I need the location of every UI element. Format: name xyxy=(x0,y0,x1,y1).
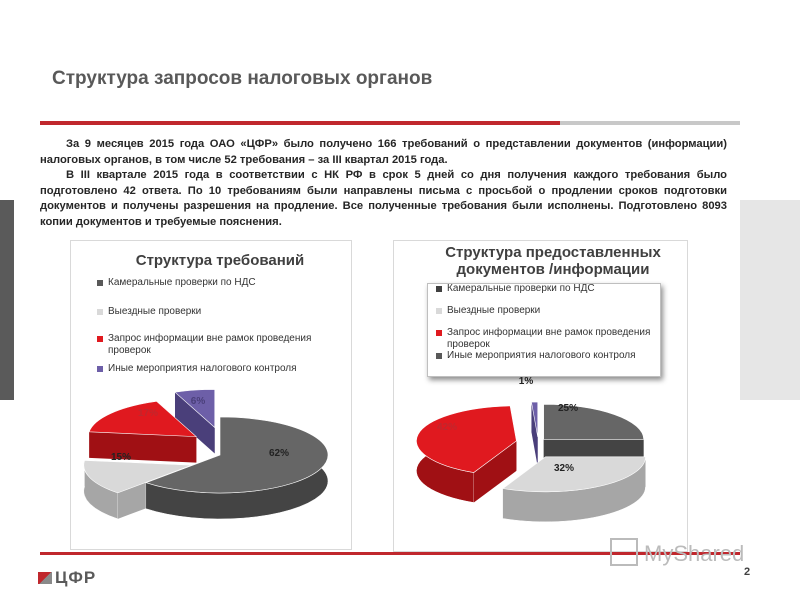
legend-label: Камеральные проверки по НДС xyxy=(108,277,256,288)
chart1-title: Структура требований xyxy=(135,252,305,269)
slice-label: 15% xyxy=(110,452,132,463)
legend-swatch xyxy=(97,309,103,315)
legend-label: Запрос информации вне рамок проведения проверок xyxy=(447,327,651,350)
slice-label: 32% xyxy=(553,463,575,474)
logo-mark-icon xyxy=(38,572,52,584)
legend-label: Камеральные проверки по НДС xyxy=(447,283,595,294)
logo-text: ЦФР xyxy=(55,568,97,587)
pie-slice-4 xyxy=(531,402,537,467)
legend-label: Иные мероприятия налогового контроля xyxy=(447,350,636,361)
slide-title: Структура запросов налоговых органов xyxy=(52,68,433,89)
legend-label: Выездные проверки xyxy=(108,306,202,317)
slice-label: 1% xyxy=(518,376,534,387)
slice-label: 17% xyxy=(137,408,159,419)
chart1-pie xyxy=(70,370,350,550)
legend-swatch xyxy=(436,353,442,359)
legend-label: Запрос информации вне рамок проведения проверок xyxy=(108,333,312,356)
company-logo xyxy=(38,568,96,588)
intro-paragraph-2: В III квартале 2015 года в соответствии с НК РФ в срок 5 дней со дня получения каждого требования было подготовлено 42 ответа. По 10 требованиям были направлены письма с просьбой о продлении сроков подготовки документов и получены разрешения на продление. Все полученные требования были исполнены. Подготовлено 8093 копии документов и требуемые пояснения. xyxy=(40,169,727,228)
watermark xyxy=(610,538,744,567)
slice-label: 6% xyxy=(190,396,206,407)
slice-label: 42% xyxy=(436,422,458,433)
watermark-icon xyxy=(610,538,638,566)
pie-slice-2 xyxy=(503,457,646,522)
pie-slice-3 xyxy=(416,406,516,503)
intro-paragraph-1: За 9 месяцев 2015 года ОАО «ЦФР» было получено 166 требований о представлении документов (информации) налоговых органов, в том числе 52 требования – за III квартал 2015 года. xyxy=(40,138,727,166)
left-accent-bar xyxy=(0,200,14,400)
legend-swatch xyxy=(436,330,442,336)
legend-swatch xyxy=(97,336,103,342)
chart2-pie xyxy=(393,370,686,550)
intro-text xyxy=(40,137,727,231)
legend-label: Иные мероприятия налогового контроля xyxy=(108,363,297,374)
slice-label: 62% xyxy=(268,448,290,459)
legend-swatch xyxy=(436,286,442,292)
slice-label: 25% xyxy=(557,403,579,414)
legend-swatch xyxy=(97,280,103,286)
right-accent-bar xyxy=(740,200,800,400)
chart1-legend xyxy=(97,277,347,377)
legend-swatch xyxy=(436,308,442,314)
chart2-title: Структура предоставленных документов /информации xyxy=(445,244,661,278)
watermark-text: MyShared xyxy=(644,541,745,566)
legend-label: Выездные проверки xyxy=(447,305,541,316)
title-underline xyxy=(40,121,740,125)
chart2-legend xyxy=(436,283,658,373)
page-number: 2 xyxy=(744,566,751,578)
